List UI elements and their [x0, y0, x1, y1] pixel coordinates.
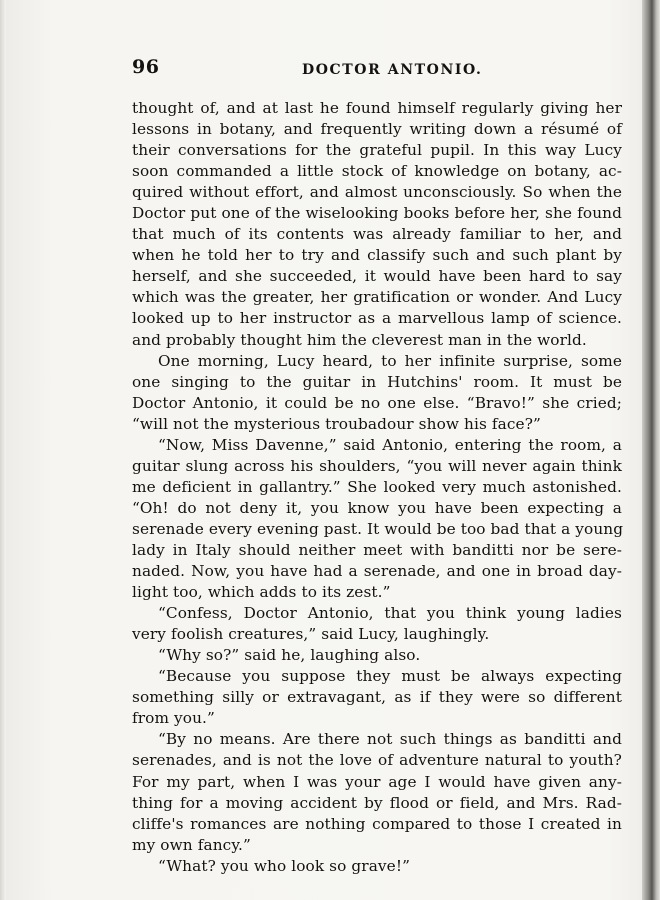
text-line: quired without effort, and almost unconsciously. So when the — [132, 183, 622, 202]
text-line: “What? you who look so grave!” — [158, 856, 410, 875]
page-edge-shadow — [642, 0, 660, 900]
text-line: when he told her to try and classify such and such plant by — [132, 246, 622, 265]
text-line: Doctor put one of the wiselooking books before her, she found — [132, 204, 622, 223]
text-line: thing for a moving accident by flood or field, and Mrs. Rad- — [132, 793, 622, 812]
page-header — [132, 56, 622, 86]
text-line: that much of its contents was already familiar to her, and — [132, 225, 622, 244]
text-line: my own fancy.” — [132, 835, 251, 854]
text-line: soon commanded a little stock of knowledge on botany, ac- — [132, 162, 622, 181]
text-line: herself, and she succeeded, it would have been hard to say — [132, 267, 622, 286]
text-line: lessons in botany, and frequently writing down a résumé of — [132, 120, 622, 139]
text-line: cliffe's romances are nothing compared to those I created in — [132, 814, 622, 833]
text-line: something silly or extravagant, as if they were so different — [132, 688, 622, 707]
text-line: For my part, when I was your age I would have given any- — [132, 772, 622, 791]
body-text — [132, 98, 622, 877]
text-line: Doctor Antonio, it could be no one else. “Bravo!” she cried; — [132, 393, 622, 412]
text-line: thought of, and at last he found himself regularly giving her — [132, 99, 622, 117]
text-line: “Now, Miss Davenne,” said Antonio, entering the room, a — [158, 435, 622, 454]
text-line: their conversations for the grateful pupil. In this way Lucy — [132, 141, 622, 160]
text-line: “By no means. Are there not such things as banditti and — [158, 730, 622, 749]
text-line: naded. Now, you have had a serenade, and one in broad day- — [132, 562, 622, 581]
text-line: and probably thought him the cleverest man in the world. — [132, 330, 587, 349]
text-line: “will not the mysterious troubadour show his face?” — [132, 414, 541, 433]
text-line: One morning, Lucy heard, to her infinite surprise, some — [158, 351, 622, 370]
page-gutter-shadow — [0, 0, 6, 900]
text-line: “Because you suppose they must be always expecting — [158, 667, 622, 686]
text-line: “Confess, Doctor Antonio, that you think young ladies — [158, 604, 622, 623]
text-line: very foolish creatures,” said Lucy, laughingly. — [132, 625, 490, 644]
text-line: one singing to the guitar in Hutchins' room. It must be — [132, 372, 622, 391]
text-line: light too, which adds to its zest.” — [132, 583, 391, 602]
text-line: which was the greater, her gratification or wonder. And Lucy — [132, 288, 622, 307]
text-line: looked up to her instructor as a marvellous lamp of science. — [132, 309, 622, 328]
text-line: serenades, and is not the love of adventure natural to youth? — [132, 751, 622, 770]
text-line: “Oh! do not deny it, you know you have been expecting a — [132, 498, 622, 517]
text-line: me deficient in gallantry.” She looked very much astonished. — [132, 477, 622, 496]
text-line: “Why so?” said he, laughing also. — [158, 646, 421, 665]
page-number: 96 — [132, 56, 160, 78]
text-line: lady in Italy should neither meet with banditti nor be sere- — [132, 540, 622, 559]
running-title: DOCTOR ANTONIO. — [302, 62, 483, 78]
text-line: from you.” — [132, 709, 215, 728]
text-line: guitar slung across his shoulders, “you will never again think — [132, 456, 622, 475]
text-line: serenade every evening past. It would be too bad that a young — [132, 519, 624, 538]
